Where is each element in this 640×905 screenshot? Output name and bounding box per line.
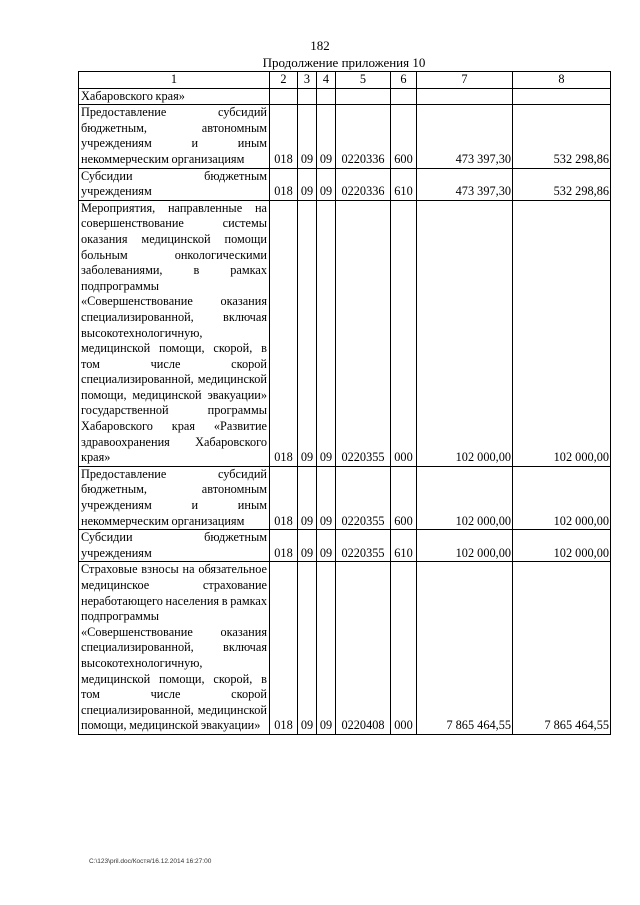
article-code: 0220336 [336, 105, 391, 168]
sum-col8: 102 000,00 [513, 466, 611, 529]
row-description: Субсидии бюджетным учреждениям [79, 168, 270, 200]
expense-type-code [391, 88, 417, 105]
budget-table [78, 71, 611, 735]
sum-col7: 473 397,30 [417, 105, 513, 168]
header-cell: 7 [417, 72, 513, 89]
header-cell: 2 [270, 72, 298, 89]
row-description: Предоставление субсидий бюджетным, автономным учреждениям и иным некоммерческим организациям [79, 105, 270, 168]
expense-type-code: 000 [391, 200, 417, 466]
ministry-code: 018 [270, 200, 298, 466]
row-description: Мероприятия, направленные на совершенствование системы оказания медицинской помощи больным онкологическими заболеваниями, в рамках подпрограммы «Совершенствование оказания специализированной, включая высокотехнологичную, медицинской помощи, скорой, в том числе скорой специализированной, медицинской помощи, медицинской эвакуации» государственной программы Хабаровского края «Развитие здравоохранения Хабаровского края» [79, 200, 270, 466]
table-row [79, 562, 611, 735]
ministry-code [270, 88, 298, 105]
section-code: 09 [298, 200, 317, 466]
expense-type-code: 600 [391, 105, 417, 168]
section-code: 09 [298, 466, 317, 529]
expense-type-code: 610 [391, 530, 417, 562]
header-cell: 6 [391, 72, 417, 89]
header-cell: 1 [79, 72, 270, 89]
sum-col8: 532 298,86 [513, 168, 611, 200]
ministry-code: 018 [270, 168, 298, 200]
header-cell: 5 [336, 72, 391, 89]
sum-col7: 102 000,00 [417, 466, 513, 529]
sum-col8: 532 298,86 [513, 105, 611, 168]
ministry-code: 018 [270, 105, 298, 168]
appendix-continuation-title: Продолжение приложения 10 [262, 55, 426, 70]
sum-col8 [513, 88, 611, 105]
sum-col7: 7 865 464,55 [417, 562, 513, 735]
ministry-code: 018 [270, 562, 298, 735]
sum-col7: 102 000,00 [417, 200, 513, 466]
row-description: Субсидии бюджетным учреждениям [79, 530, 270, 562]
sum-col7 [417, 88, 513, 105]
article-code: 0220336 [336, 168, 391, 200]
expense-type-code: 600 [391, 466, 417, 529]
sum-col8: 102 000,00 [513, 200, 611, 466]
subsection-code: 09 [317, 105, 336, 168]
article-code: 0220355 [336, 466, 391, 529]
sum-col7: 102 000,00 [417, 530, 513, 562]
subsection-code: 09 [317, 530, 336, 562]
subsection-code: 09 [317, 562, 336, 735]
section-code: 09 [298, 105, 317, 168]
article-code: 0220355 [336, 200, 391, 466]
article-code: 0220355 [336, 530, 391, 562]
row-description: Страховые взносы на обязательное медицинское страхование неработающего населения в рамках подпрограммы «Совершенствование оказания специализированной, включая высокотехнологичную, медицинской помощи, скорой, в том числе скорой специализированной, медицинской помощи, медицинской эвакуации» [79, 562, 270, 735]
subsection-code: 09 [317, 168, 336, 200]
section-code: 09 [298, 562, 317, 735]
subsection-code [317, 88, 336, 105]
section-code: 09 [298, 168, 317, 200]
table-row [79, 200, 611, 466]
expense-type-code: 000 [391, 562, 417, 735]
subsection-code: 09 [317, 466, 336, 529]
ministry-code: 018 [270, 466, 298, 529]
page-number: 182 [310, 38, 330, 53]
header-cell: 8 [513, 72, 611, 89]
row-description: Предоставление субсидий бюджетным, автономным учреждениям и иным некоммерческим организациям [79, 466, 270, 529]
subsection-code: 09 [317, 200, 336, 466]
row-description: Хабаровского края» [79, 88, 270, 105]
sum-col7: 473 397,30 [417, 168, 513, 200]
article-code [336, 88, 391, 105]
section-code: 09 [298, 530, 317, 562]
section-code [298, 88, 317, 105]
table-row [79, 466, 611, 529]
table-row [79, 88, 611, 105]
expense-type-code: 610 [391, 168, 417, 200]
table-row [79, 168, 611, 200]
article-code: 0220408 [336, 562, 391, 735]
ministry-code: 018 [270, 530, 298, 562]
sum-col8: 102 000,00 [513, 530, 611, 562]
header-cell: 3 [298, 72, 317, 89]
file-path-footer: C:\123\pril.doc/Костя/16.12.2014 16:27:00 [89, 858, 212, 865]
table-row [79, 530, 611, 562]
header-cell: 4 [317, 72, 336, 89]
sum-col8: 7 865 464,55 [513, 562, 611, 735]
table-header-row [79, 72, 611, 89]
table-row [79, 105, 611, 168]
